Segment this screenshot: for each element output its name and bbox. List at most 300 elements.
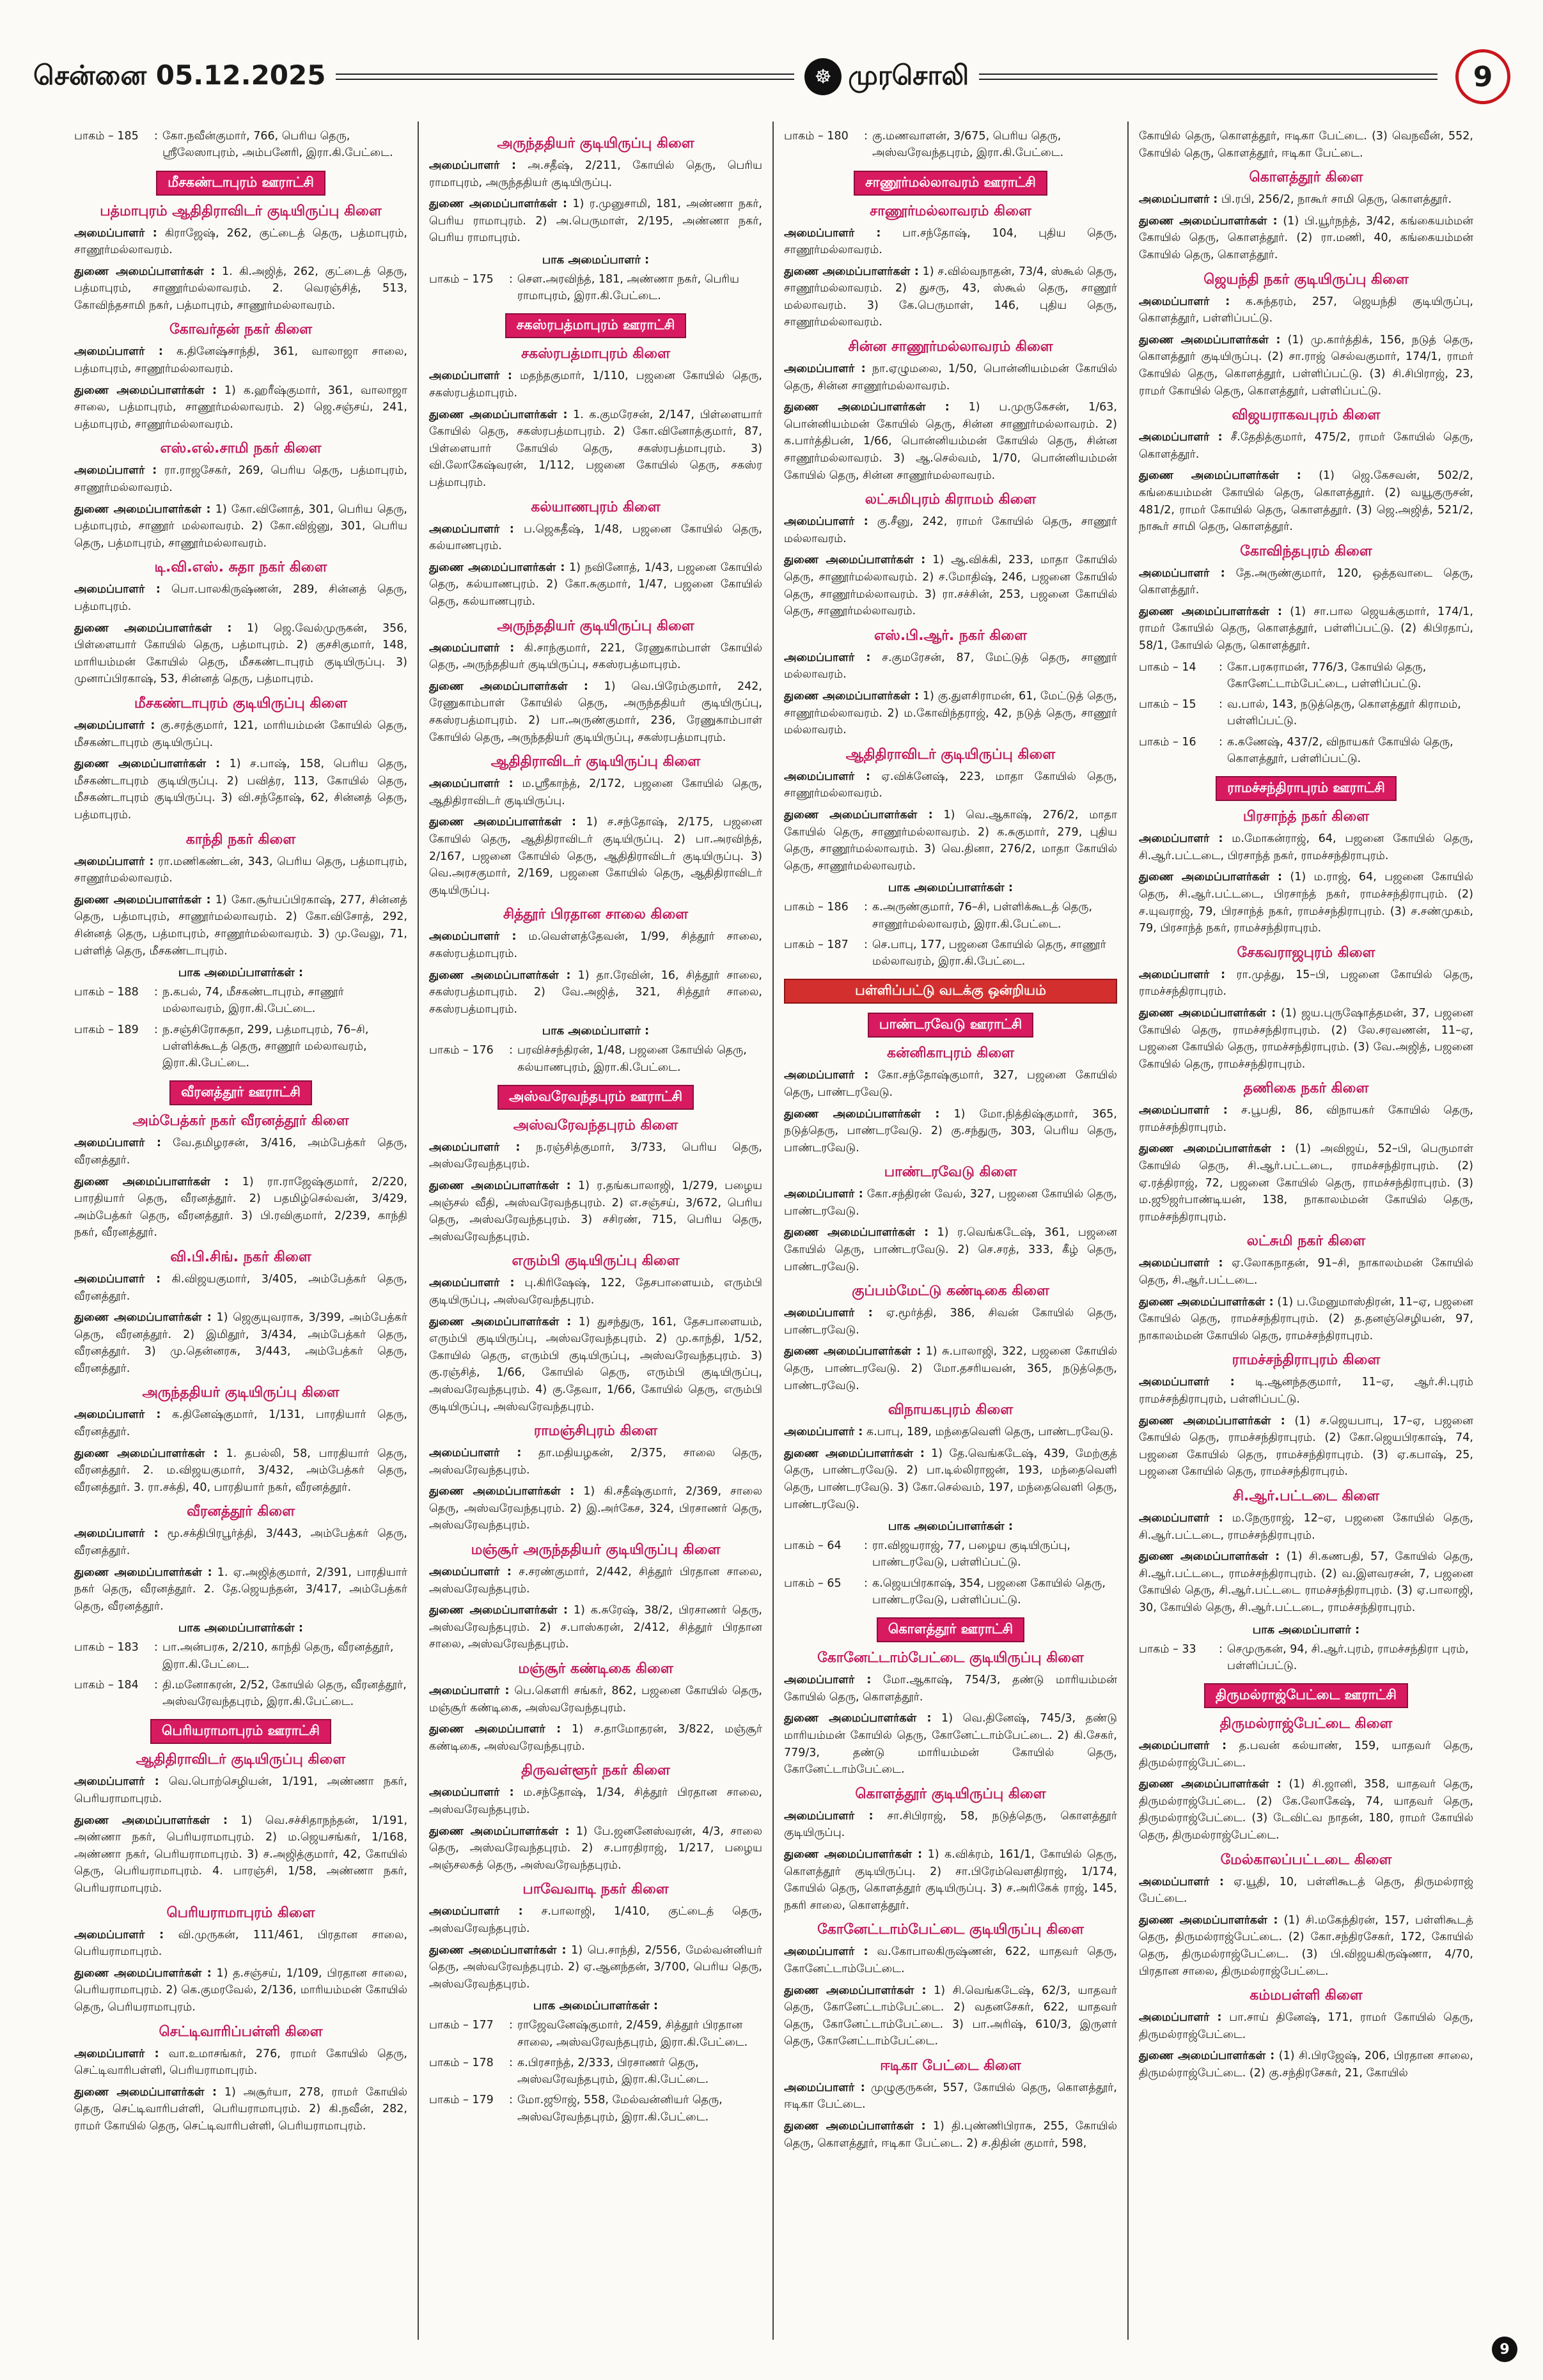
entry-details: 1) கு.துளசிராமன், 61, மேட்டுத் தெரு, சாணூர்மல்லாவரம். 2) ம.கோவிந்தராஜ், 42, நடுத் தெரு, சாணூர் மல்லாவரம்.: [784, 689, 1117, 737]
booth-details: ந.சஞ்சிரோசுதா, 299, பத்மாபுரம், 76–சி, பள்ளிக்கூடத் தெரு, சாணூர் மல்லாவரம், இரா.கி.பேட்டை.: [162, 1023, 369, 1070]
office-bearer-entry: [1139, 1140, 1473, 1225]
role-label: அமைப்பாளர் :: [1139, 431, 1223, 444]
entry-details: (1) ம.ராஜ், 64, பஜனை கோயில் தெரு, சி.ஆர்.பட்டடை, பிரசாந்த் நகர், ராமச்சந்திராபுரம். (2) ச.யுவராஜ், 79, பிரசாந்த் நகர், ராமச்சந்திராபுரம். (3) ச.சண்முகம், 79, பிரசாந்த் நகர், ராமச்சந்திராபுரம்.: [1139, 871, 1473, 935]
role-label: துணை அமைப்பாளர்கள் :: [74, 1447, 218, 1460]
role-label: அமைப்பாளர் :: [74, 583, 161, 596]
office-bearer-entry: [429, 814, 762, 899]
booth-number: பாகம் – 188: [74, 986, 139, 999]
entry-details: 1) கோ.வினோத், 301, பெரிய தெரு, பத்மாபுரம், சாணூர் மல்லாவரம். 2) கோ.விஜ்னு, 301, பெரிய தெரு, பத்மாபுரம், சாணூர்மல்லாவரம்.: [74, 502, 407, 550]
entry-details: 1) ச.தாமோதரன், 3/822, மஞ்சூர் கண்டிகை, அஸ்வரேவந்தபுரம்.: [429, 1723, 762, 1753]
office-bearer-entry: [1139, 1874, 1473, 1908]
branch-title: மீசகண்டாபுரம் குடியிருப்பு கிளை: [134, 695, 348, 712]
booth-colon: :: [509, 2094, 513, 2107]
role-label: அமைப்பாளர் :: [74, 1137, 161, 1150]
union-header: பள்ளிப்பட்டு வடக்கு ஒன்றியம்: [784, 979, 1117, 1004]
office-bearer-entry: [784, 552, 1117, 619]
office-bearer-entry: [429, 678, 762, 746]
role-label: துணை அமைப்பாளர்கள் :: [429, 198, 567, 211]
entry-details: 1) வெ.ஆகாஷ், 276/2, மாதா கோயில் தெரு, சாணூர்மல்லாவரம். 2) க.சுகுமார், 279, புதிய தெரு, சாணூர்மல்லாவரம். 3) வெ.தினா, 276/2, மாதா கோயில் தெரு, சாணூர்மல்லாவரம்.: [784, 808, 1117, 873]
role-label: துணை அமைப்பாளர்கள் :: [784, 1847, 923, 1861]
branch-title: டி.வி.எஸ். சுதா நகர் கிளை: [154, 559, 327, 576]
booth-colon: :: [864, 1576, 868, 1590]
office-bearer-entry: [1139, 2009, 1473, 2043]
entry-details: 1. ஏ.அஜித்குமார், 2/391, பாரதியார் நகர் தெரு, வீரனத்தூர். 2. தே.ஜெயந்தன், 3/417, அம்பேத்கர் தெரு, வீரனத்தூர்.: [74, 1566, 407, 1613]
office-bearer-entry: [429, 407, 762, 492]
office-bearer-entry: [74, 225, 407, 259]
booth-details: ரா.விஜயராஜ், 77, பழைய குடியிருப்பு, பாண்டரவேடு, பள்ளிப்பட்டு.: [872, 1539, 1070, 1569]
booth-number: பாகம் – 33: [1139, 1642, 1196, 1656]
office-bearer-entry: [74, 756, 407, 823]
branch-title: கோனேட்டாம்பேட்டை குடியிருப்பு கிளை: [817, 1922, 1084, 1938]
entry-details: 1) வெ.பிரேம்குமார், 242, ரேணுகாம்பாள் கோயில் தெரு, அருந்ததியர் குடியிருப்பு, சகஸ்ரபத்மாபுரம். 2) பா.அருண்குமார், 236, ரேணுகாம்பாள் கோயில் தெரு, அருந்ததியர் குடியிருப்பு, சகஸ்ரபத்மாபுரம்.: [429, 680, 762, 744]
role-label: துணை அமைப்பாளர்கள் :: [429, 1824, 570, 1838]
role-label: துணை அமைப்பாளர்கள் :: [1139, 214, 1278, 228]
office-bearer-entry: [1139, 967, 1473, 1000]
entry-details: 1) சி.வெங்கடேஷ், 62/3, யாதவர் தெரு, கோனேட்டாம்பேட்டை. 2) வதனசேகர், 622, யாதவர் தெரு, கோனேட்டாம்பேட்டை. 3) பா.அரிஷ், 610/3, இருளர் தெரு, கோனேட்டாம்பேட்டை.: [784, 1984, 1117, 2048]
entry-details: 1) பெ.சாந்தி, 2/556, மேல்வன்னியர் தெரு, அஸ்வரேவந்தபுரம். 2) ஏ.ஆனந்தன், 3/700, பெரிய தெரு, அஸ்வரேவந்தபுரம்.: [429, 1943, 762, 1991]
office-bearer-entry: [784, 688, 1117, 739]
entry-details: 1) ஜெ.வேல்முருகன், 356, பிள்ளையார் கோயில் தெரு, பத்மாபுரம். 2) குசசிகுமார், 148, மாரியம்மன் கோயில் தெரு, மீசகண்டாபுரம் குடியிருப்பு. 3) முனாப்பிரகாஷ், 53, சின்னத் தெரு, பத்மாபுரம்.: [74, 621, 407, 686]
entry-details: 1) த.சஞ்சய், 1/109, பிரதான சாலை, பெரியராமாபுரம். 2) கெ.குமரவேல், 2/136, மாரியம்மன் கோயில் தெரு, பெரியராமாபுரம்.: [74, 1966, 407, 2014]
office-bearer-entry: [74, 501, 407, 552]
office-bearer-entry: [429, 1903, 762, 1937]
entry-details: க.சுந்தரம், 257, ஜெயந்தி குடியிருப்பு, கொளத்தூர், பள்ளிப்பட்டு.: [1139, 295, 1473, 325]
role-label: அமைப்பாளர் :: [74, 345, 163, 359]
branch-title: லட்சுமி நகர் கிளை: [1246, 1233, 1366, 1250]
office-bearer-entry: [429, 775, 762, 809]
role-label: அமைப்பாளர் :: [784, 362, 866, 376]
role-label: துணை அமைப்பாளர்கள் :: [429, 408, 568, 421]
office-bearer-entry: [784, 361, 1117, 394]
booth-colon: :: [154, 1641, 158, 1654]
booth-number: பாகம் – 65: [784, 1576, 842, 1590]
branch-title: வீரனத்தூர் கிளை: [186, 1504, 295, 1520]
office-bearer-entry: [429, 157, 762, 191]
entry-details: நா.ஏழுமலை, 1/50, பொன்னியம்மன் கோயில் தெரு, சின்ன சாணூர்மல்லாவரம்.: [784, 362, 1117, 393]
entry-details: அ.சதீஷ், 2/211, கோயில் தெரு, பெரிய ராமாபுரம், அருந்ததியர் குடியிருப்பு.: [429, 159, 762, 189]
booth-entry: [784, 1537, 1117, 1571]
branch-title: சி.ஆர்.பட்டடை கிளை: [1232, 1488, 1380, 1504]
role-label: துணை அமைப்பாளர்கள் :: [784, 1345, 921, 1358]
office-bearer-entry: [74, 343, 407, 377]
branch-title: சின்ன சாணூர்மல்லாவரம் கிளை: [848, 339, 1053, 355]
role-label: துணை அமைப்பாளர்கள் :: [74, 502, 211, 516]
office-bearer-entry: [784, 1808, 1117, 1842]
article-columns: [64, 121, 1484, 2340]
role-label: துணை அமைப்பாளர்கள் :: [429, 968, 571, 982]
entry-details: கி.சாந்குமார், 221, ரேணுகாம்பாள் கோயில் தெரு, அருந்ததியர் குடியிருப்பு, சகஸ்ரபத்மாபுரம்.: [429, 641, 762, 672]
entry-details: வெ.பொற்செழியன், 1/191, அண்ணா நகர், பெரியராமாபுரம்.: [74, 1775, 407, 1805]
office-bearer-entry: [784, 2080, 1117, 2113]
role-label: துணை அமைப்பாளர்கள் :: [784, 554, 926, 567]
booth-entry: [784, 128, 1117, 162]
branch-title: கன்னிகாபுரம் கிளை: [886, 1045, 1015, 1062]
office-bearer-entry: [784, 768, 1117, 802]
booth-entry: [74, 984, 407, 1018]
booth-number: பாகம் – 176: [429, 1044, 494, 1057]
role-label: துணை அமைப்பாளர்கள் :: [784, 1984, 927, 1997]
role-label: அமைப்பாளர் :: [1139, 832, 1223, 846]
booth-entry: [74, 1677, 407, 1711]
entry-details: ஏ.விக்னேஷ், 223, மாதா கோயில் தெரு, சாணூர்மல்லாவரம்.: [784, 770, 1117, 800]
role-label: துணை அமைப்பாளர்கள் :: [74, 893, 211, 906]
entry-details: வா.உமாசங்கர், 276, ராமர் கோயில் தெரு, செட்டிவாரிபள்ளி, பெரியராமாபுரம்.: [74, 2047, 407, 2078]
entry-details: வ.கோபாலகிருஷ்ணன், 622, யாதவர் தெரு, கோனேட்டாம்பேட்டை.: [784, 1945, 1117, 1975]
role-label: துணை அமைப்பாளர்கள் :: [1139, 469, 1301, 483]
subheading: பாக அமைப்பாளர்கள் :: [888, 881, 1014, 895]
office-bearer-entry: [784, 1224, 1117, 1275]
office-bearer-entry: [429, 640, 762, 674]
booth-details: ராஜேவனேஷ்குமார், 2/459, சித்தூர் பிரதான சாலை, அஸ்வரேவந்தபுரம், இரா.கி.பேட்டை.: [517, 2019, 748, 2049]
booth-colon: :: [864, 938, 868, 951]
entry-details: ம.வெள்ளத்தேவன், 1/99, சித்தூர் சாலை, சகஸ்ரபத்மாபுரம்.: [429, 930, 762, 960]
booth-colon: :: [1219, 1642, 1223, 1656]
entry-details: ம.சந்தோஷ், 1/34, சித்தூர் பிரதான சாலை, அஸ்வரேவந்தபுரம்.: [429, 1786, 762, 1816]
role-label: துணை அமைப்பாளர்கள் :: [429, 680, 588, 693]
role-label: துணை அமைப்பாளர்கள் :: [784, 808, 933, 821]
office-bearer-entry: [74, 1271, 407, 1305]
entry-details: ச.குமரேசன், 87, மேட்டுத் தெரு, சாணூர் மல்லாவரம்.: [784, 651, 1117, 681]
branch-title: காந்தி நகர் கிளை: [185, 831, 296, 848]
entry-details: (1) சா.பால ஜெயக்குமார், 174/1, ராமர் கோயில் தெரு, கொளத்தூர், பள்ளிப்பட்டு. (2) கிபிரதாப், 58/1, கோயில் தெரு, கொளத்தூர்.: [1139, 605, 1473, 653]
branch-title: ஆதிதிராவிடர் குடியிருப்பு கிளை: [845, 746, 1056, 763]
entry-details: ரா.மணிகண்டன், 343, பெரிய தெரு, பத்மாபுரம், சாணூர்மல்லாவரம்.: [74, 855, 407, 885]
role-label: துணை அமைப்பாளர்கள் :: [1139, 1142, 1286, 1156]
booth-colon: :: [154, 1023, 158, 1036]
booth-entry: [1139, 734, 1473, 768]
role-label: அமைப்பாளர் :: [74, 719, 155, 732]
branch-title: எஸ்.பி.ஆர். நகர் கிளை: [874, 627, 1027, 644]
branch-title: வி.பி.சிங். நகர் கிளை: [170, 1248, 311, 1265]
booth-number: பாகம் – 177: [429, 2019, 494, 2032]
office-bearer-entry: [429, 1178, 762, 1245]
branch-title: கோவர்தன் நகர் கிளை: [169, 322, 313, 338]
subheading: பாக அமைப்பாளர் :: [1252, 1622, 1360, 1637]
office-bearer-entry: [784, 1186, 1117, 1220]
booth-number: பாகம் – 187: [784, 938, 849, 951]
booth-details: கு.மணவாளன், 3/675, பெரிய தெரு, அஸ்வரேவந்தபுரம், இரா.கி.பேட்டை.: [872, 130, 1064, 160]
entry-details: 1. க.குமரேசன், 2/147, பிள்ளையார் கோயில் தெரு, சகஸ்ரபத்மாபுரம். 2) கோ.வினோத்குமார், 87, பிள்ளையார் கோயில் தெரு, சகஸ்ரபத்மாபுரம். 3) வி.லோகேஷ்வரன், 1/112, பஜனை கோயில் தெரு, சகஸ்ர பத்மாபுரம்.: [429, 408, 762, 490]
entry-details: ரா.ராஜசேகர், 269, பெரிய தெரு, பத்மாபுரம், சாணூர்மல்லாவரம்.: [74, 464, 407, 495]
booth-details: பரவிச்சந்திரன், 1/48, பஜனை கோயில் தெரு, கல்யாணபுரம், இரா.கி.பேட்டை.: [517, 1044, 747, 1074]
booth-number: பாகம் – 64: [784, 1539, 842, 1553]
booth-entry: [1139, 659, 1473, 693]
role-label: துணை அமைப்பாளர்கள் :: [1139, 1295, 1274, 1309]
role-label: துணை அமைப்பாளர்கள் :: [1139, 871, 1283, 884]
role-label: துணை அமைப்பாளர்கள் :: [1139, 605, 1282, 618]
branch-title: ராமச்சந்திராபுரம் கிளை: [1232, 1352, 1381, 1369]
office-bearer-entry: [74, 1525, 407, 1559]
role-label: துணை அமைப்பாளர்கள் :: [1139, 333, 1281, 346]
booth-details: க.பிரசாந்த், 2/333, பிரசாணர் தெரு, அஸ்வரேவந்தபுரம், இரா.கி.பேட்டை.: [517, 2056, 709, 2087]
entry-details: தே.அருண்குமார், 120, ஒத்தவாடை தெரு, கொளத்தூர்.: [1139, 566, 1473, 597]
entry-details: பெ.கௌரி சங்கர், 862, பஜனை கோயில் தெரு, மஞ்சூர் கண்டிகை, அஸ்வரேவந்தபுரம்.: [429, 1684, 762, 1715]
office-bearer-entry: [1139, 1102, 1473, 1136]
entry-details: க.தினேஷ்குமார், 1/131, பாரதியார் தெரு, வீரனத்தூர்.: [74, 1408, 407, 1439]
branch-title: பாண்டரவேடு கிளை: [884, 1164, 1017, 1181]
office-bearer-entry: [1139, 1413, 1473, 1481]
booth-entry: [1139, 1641, 1473, 1675]
entry-details: மதந்தகுமார், 1/110, பஜனை கோயில் தெரு, சகஸ்ரபத்மாபுரம்.: [429, 369, 762, 400]
column-3: [774, 121, 1129, 2340]
office-bearer-entry: [74, 263, 407, 315]
office-bearer-entry: [429, 928, 762, 962]
column-1: [64, 121, 419, 2340]
subheading: பாக அமைப்பாளர்கள் :: [178, 966, 304, 980]
role-label: அமைப்பாளர் :: [429, 1684, 510, 1698]
role-label: அமைப்பாளர் :: [74, 1408, 161, 1422]
branch-title: ராமஞ்சிபுரம் கிளை: [533, 1423, 658, 1440]
entry-details: கிராஜேஷ், 262, குட்டைத் தெரு, பத்மாபுரம், சாணூர்மல்லாவரம்.: [74, 226, 407, 257]
booth-number: பாகம் – 189: [74, 1023, 139, 1036]
office-bearer-entry: [74, 1965, 407, 2016]
entry-details: பா.சந்தோஷ், 104, புதிய தெரு, சாணூர்மல்லாவரம்.: [784, 226, 1117, 257]
role-label: துணை அமைப்பாளர்கள் :: [1139, 1414, 1285, 1427]
role-label: துணை அமைப்பாளர்கள் :: [429, 1943, 567, 1957]
office-bearer-entry: [784, 1106, 1117, 1157]
office-bearer-entry: [429, 1314, 762, 1416]
role-label: துணை அமைப்பாளர்கள் :: [74, 1311, 212, 1325]
office-bearer-entry: [1139, 213, 1473, 264]
branch-title: ஆதிதிராவிடர் குடியிருப்பு கிளை: [136, 1752, 346, 1768]
entry-details: 1) ச.வில்வநாதன், 73/4, ஸ்கூல் தெரு, சாணூர்மல்லாவரம். 2) துசரு, 43, ஸ்கூல் தெரு, சாணூர் மல்லாவரம். 3) கே.பெருமாள், 146, புதிய தெரு, சாணூர்மல்லாவரம்.: [784, 265, 1117, 329]
booth-colon: :: [864, 901, 868, 914]
entry-details: ச.சரண்குமார், 2/442, சித்தூர் பிரதான சாலை, அஸ்வரேவந்தபுரம்.: [429, 1566, 762, 1596]
role-label: துணை அமைப்பாளர்கள் :: [74, 1175, 229, 1188]
branch-title: எரும்பி குடியிருப்பு கிளை: [512, 1253, 680, 1270]
office-bearer-entry: [429, 967, 762, 1018]
entry-details: 1) ச.சந்தோஷ், 2/175, பஜனை கோயில் தெரு, ஆதிதிராவிடர் குடியிருப்பு. 2) பா.அரவிந்த், 2/167, பஜனை கோயில் தெரு, ஆதிதிராவிடர் குடியிருப்பு. 3) வெ.அரசகுமார், 2/169, பஜனை கோயில் தெரு, ஆதிதிராவிடர் குடியிருப்பு.: [429, 816, 762, 897]
entry-details: ம.ஸ்ரீகாந்த், 2/172, பஜனை கோயில் தெரு, ஆதிதிராவிடர் குடியிருப்பு.: [429, 777, 762, 807]
footer-page-number: 9: [1492, 2337, 1517, 2362]
entry-details: பொ.பாலகிருஷ்ணன், 289, சின்னத் தெரு, பத்மாபுரம்.: [74, 583, 407, 613]
role-label: துணை அமைப்பாளர்கள் :: [74, 1814, 228, 1827]
entry-details: கோயில் தெரு, கொளத்தூர், ஈடிகா பேட்டை. (3) வெநவீன், 552, கோயில் தெரு, கொளத்தூர், ஈடிகா பேட்டை.: [1139, 130, 1473, 160]
role-label: அமைப்பாளர் :: [1139, 1875, 1224, 1888]
booth-colon: :: [509, 2019, 513, 2032]
booth-number: பாகம் – 14: [1139, 660, 1196, 674]
office-bearer-entry: [429, 1445, 762, 1479]
office-bearer-entry: [1139, 1374, 1473, 1408]
entry-details: 1) அசூர்யா, 278, ராமர் கோயில் தெரு, செட்டிவாரிபள்ளி, பெரியராமாபுரம். 2) கி.நவீன், 282, ராமர் கோயில் தெரு, செட்டிவாரிபள்ளி, பெரியராமாபுரம்.: [74, 2085, 407, 2133]
office-bearer-entry: [1139, 603, 1473, 655]
booth-details: க.ஜெயபிரகாஷ், 354, பஜனை கோயில் தெரு, பாண்டரவேடு, பள்ளிப்பட்டு.: [872, 1576, 1106, 1606]
office-bearer-entry: [74, 620, 407, 688]
branch-title: எஸ்.எல்.சாமி நகர் கிளை: [160, 440, 322, 457]
role-label: துணை அமைப்பாளர்கள் :: [74, 621, 232, 635]
entry-details: த.பவன் கல்யாண், 159, யாதவர் தெரு, திருமல்ராஜ்பேட்டை.: [1139, 1739, 1473, 1769]
branch-title: பிரசாந்த் நகர் கிளை: [1242, 809, 1370, 825]
branch-title: ஜெயந்தி நகர் குடியிருப்பு கிளை: [1203, 271, 1409, 288]
office-bearer-entry: [1139, 565, 1473, 599]
branch-title: அருந்ததியர் குடியிருப்பு கிளை: [497, 136, 694, 152]
masthead: [33, 45, 1510, 109]
office-bearer-entry: [429, 521, 762, 555]
entry-details: ம.நேருராஜ், 12–ஏ, பஜனை கோயில் தெரு, சி.ஆர்.பட்டடை, ராமச்சந்திராபுரம்.: [1139, 1511, 1473, 1542]
office-bearer-entry: [784, 1982, 1117, 2050]
branch-title: அருந்ததியர் குடியிருப்பு கிளை: [497, 618, 694, 634]
subheading: பாக அமைப்பாளர்கள் :: [178, 1621, 304, 1635]
role-label: அமைப்பாளர் :: [429, 1277, 515, 1290]
booth-colon: :: [509, 1044, 513, 1057]
role-label: துணை அமைப்பாளர்கள் :: [74, 1566, 212, 1579]
office-bearer-entry: [74, 1135, 407, 1169]
role-label: அமைப்பாளர் :: [429, 159, 517, 172]
role-label: அமைப்பாளர் :: [74, 855, 154, 868]
booth-colon: :: [1219, 698, 1223, 712]
branch-title: செட்டிவாரிப்பள்ளி கிளை: [159, 2023, 323, 2040]
role-label: துணை அமைப்பாளர்கள் :: [784, 689, 920, 703]
role-label: துணை அமைப்பாளர்கள் :: [784, 2120, 926, 2133]
booth-number: பாகம் – 186: [784, 901, 849, 914]
office-bearer-entry: [429, 1721, 762, 1755]
role-label: அமைப்பாளர் :: [74, 464, 157, 478]
role-label: அமைப்பாளர் :: [429, 641, 515, 655]
entry-details: கு.சரத்குமார், 121, மாரியம்மன் கோயில் தெரு, மீசகண்டாபுரம் குடியிருப்பு.: [74, 719, 407, 749]
entry-details: சா.சிபிராஜ், 58, நடுத்தெரு, கொளத்தூர் குடியிருப்பு.: [784, 1809, 1117, 1840]
paper-title-group: [804, 58, 969, 95]
panchayat-header: சகஸ்ரபத்மாபுரம் ஊராட்சி: [505, 313, 687, 338]
role-label: அமைப்பாளர் :: [429, 522, 514, 536]
office-bearer-entry: [74, 892, 407, 960]
entry-details: 1) வெ.தினேஷ், 745/3, தண்டு மாரியம்மன் கோயில் தெரு, கோனேட்டாம்பேட்டை. 2) கி.சேகர், 779/3, தண்டு மாரியம்மன் கோயில் தெரு, கோனேட்டாம்பேட்டை.: [784, 1712, 1117, 1777]
office-bearer-entry: [1139, 1912, 1473, 1980]
entry-details: (1) ஜய.புருஷோத்தமன், 37, பஜனை கோயில் தெரு, ராமச்சந்திராபுரம். (2) லே.சரவணன், 11–ஏ, பஜனை கோயில் தெரு, ராமச்சந்திராபுரம். (3) வே.அஜித், பஜனை கோயில் தெரு, ராமச்சந்திராபுரம்.: [1139, 1006, 1473, 1071]
office-bearer-entry: [784, 1846, 1117, 1914]
role-label: அமைப்பாளர் :: [1139, 1257, 1223, 1270]
office-bearer-entry: [74, 1927, 407, 1961]
office-bearer-entry: [429, 1942, 762, 1993]
entry-details: பா.சாய் தினேஷ், 171, ராமர் கோயில் தெரு, திருமல்ராஜ்பேட்டை.: [1139, 2011, 1473, 2041]
entry-details: (1) ப.மேனுமாஸ்திரன், 11–ஏ, பஜனை கோயில் தெரு, ராமச்சந்திராபுரம். (2) த.தனஞ்செழியன், 97, நாகாலம்மன் கோயில் தெரு, ராமச்சந்திராபுரம்.: [1139, 1295, 1473, 1342]
office-bearer-entry: [429, 1564, 762, 1598]
entry-details: க.தினேஷ்சாந்தி, 361, வாலாஜா சாலை, பத்மாபுரம், சாணூர்மல்லாவரம்.: [74, 345, 407, 376]
branch-title: அருந்ததியர் குடியிருப்பு கிளை: [142, 1385, 340, 1401]
entry-details: 1) தா.ரேவின், 16, சித்தூர் சாலை, சகஸ்ரபத்மாபுரம். 2) வே.அஜித், 321, சித்தூர் சாலை, சகஸ்ரபத்மாபுரம்.: [429, 968, 762, 1016]
booth-details: தி.மனோகரன், 2/52, கோயில் தெரு, வீரனத்தூர், அஸ்வரேவந்தபுரம், இரா.கி.பேட்டை.: [162, 1678, 407, 1709]
office-bearer-entry: [784, 263, 1117, 331]
paper-name: முரசொலி: [848, 59, 969, 91]
column-2: [419, 121, 774, 2340]
role-label: அமைப்பாளர் :: [784, 651, 871, 664]
entry-details: 1) ர.வெங்கடேஷ், 361, பஜனை கோயில் தெரு, பாண்டரவேடு. 2) செ.சரத், 333, கீழ் தெரு, பாண்டரவேடு.: [784, 1226, 1117, 1273]
entry-details: 1) க.சுரேஷ், 38/2, பிரசாணர் தெரு, அஸ்வரேவந்தபுரம். 2) ச.பாஸ்கரன், 2/412, சித்தூர் பிரதான சாலை, அஸ்வரேவந்தபுரம்.: [429, 1604, 762, 1651]
role-label: அமைப்பாளர் :: [74, 1928, 164, 1941]
role-label: துணை அமைப்பாளர்கள் :: [1139, 1913, 1278, 1927]
office-bearer-entry: [784, 1710, 1117, 1778]
entry-details: ரா.முத்து, 15–பி, பஜனை கோயில் தெரு, ராமச்சந்திராபுரம்.: [1139, 968, 1473, 999]
branch-title: கம்மபள்ளி கிளை: [1249, 1987, 1363, 2004]
entry-details: (1) ஜெ.கேசவன், 502/2, கங்கையம்மன் கோயில் தெரு, கொளத்தூர். (2) வயூகுருசன், 481/2, ராமர் கோயில் தெரு, கொளத்தூர். (3) ஜெ.அஜித், 521/2, நாகூர் சாமி தெரு, கொளத்தூர்.: [1139, 469, 1473, 534]
entry-details: ப.ஜெகதீஷ், 1/48, பஜனை கோயில் தெரு, கல்யாணபுரம்.: [429, 522, 762, 553]
office-bearer-entry: [74, 2084, 407, 2135]
branch-title: அஸ்வரேவந்தபுரம் கிளை: [513, 1117, 678, 1133]
office-bearer-entry: [429, 1483, 762, 1534]
office-bearer-entry: [74, 1174, 407, 1241]
branch-title: சேகவராஜபுரம் கிளை: [1237, 944, 1375, 961]
booth-number: பாகம் – 184: [74, 1678, 139, 1692]
entry-details: ம.மோகன்ராஜ், 64, பஜனை கோயில் தெரு, சி.ஆர்.பட்டடை, பிரசாந்த் நகர், ராமச்சந்திராபுரம்.: [1139, 832, 1473, 862]
booth-number: பாகம் – 185: [74, 130, 139, 143]
booth-details: மோ.ஜூாஜ், 558, மேல்வன்னியர் தெரு, அஸ்வரேவந்தபுரம், இரா.கி.பேட்டை.: [517, 2094, 723, 2124]
office-bearer-entry: [784, 1424, 1117, 1441]
office-bearer-entry: [74, 382, 407, 433]
office-bearer-entry: [74, 2046, 407, 2080]
office-bearer-entry: [74, 853, 407, 887]
role-label: அமைப்பாளர் :: [74, 1775, 159, 1789]
role-label: அமைப்பாளர் :: [429, 1140, 521, 1154]
role-label: துணை அமைப்பாளர்கள் :: [1139, 1550, 1280, 1564]
role-label: அமைப்பாளர் :: [429, 930, 517, 944]
role-label: துணை அமைப்பாளர்கள் :: [1139, 2049, 1275, 2063]
branch-title: பாவேவாடி நகர் கிளை: [522, 1881, 669, 1898]
booth-details: செமுருகன், 94, சி.ஆர்.புரம், ராமச்சந்திரா புரம், பள்ளிப்பட்டு.: [1227, 1642, 1469, 1672]
office-bearer-entry: [1139, 467, 1473, 535]
branch-title: விநாயகபுரம் கிளை: [888, 1402, 1014, 1419]
role-label: துணை அமைப்பாளர்கள் :: [74, 2085, 217, 2099]
role-label: துணை அமைப்பாளர்கள் :: [784, 1226, 929, 1240]
booth-colon: :: [1219, 660, 1223, 674]
panchayat-header: அஸ்வரேவந்தபுரம் ஊராட்சி: [497, 1085, 694, 1110]
office-bearer-entry: [1139, 1294, 1473, 1345]
role-label: அமைப்பாளர் :: [1139, 1376, 1235, 1389]
subheading: பாக அமைப்பாளர்கள் :: [533, 1999, 659, 2013]
office-bearer-entry: [429, 1139, 762, 1173]
panchayat-header: பெரியராமாபுரம் ஊராட்சி: [150, 1719, 331, 1744]
entry-details: மூ.சக்திபிரபூர்த்தி, 3/443, அம்பேத்கர் தெரு, வீரனத்தூர்.: [74, 1527, 407, 1558]
branch-title: அம்பேத்கர் நகர் வீரனத்தூர் கிளை: [132, 1113, 349, 1130]
role-label: அமைப்பாளர் :: [1139, 295, 1230, 308]
branch-title: குப்பம்மேட்டு கண்டிகை கிளை: [852, 1283, 1049, 1300]
entry-details: ஏ.யூதி, 10, பள்ளிகூடத் தெரு, திருமல்ராஜ் பேட்டை.: [1139, 1875, 1473, 1906]
office-bearer-entry: [74, 581, 407, 615]
entry-details: 1) தி.புண்ணிபிராசு, 255, கோயில் தெரு, கொளத்தூர், ஈடிகா பேட்டை. 2) ச.திதின் குமார், 598,: [784, 2120, 1117, 2150]
booth-entry: [429, 2017, 762, 2051]
entry-details: 1) வெ.சச்சிதாநந்தன், 1/191, அண்ணா நகர், பெரியராமாபுரம். 2) ம.ஜெயசங்கர், 1/168, அண்ணா நகர், பெரியராமாபுரம். 3) ச.அஜித்குமார், 42, கோயில் தெரு, பெரியராமாபுரம். 4. பாரஞ்சி, 1/58, அண்ணா நகர், பெரியராமாபுரம்.: [74, 1814, 408, 1895]
entry-details: 1) நவினோத், 1/43, பஜனை கோயில் தெரு, கல்யாணபுரம். 2) கோ.சுகுமார், 1/47, பஜனை கோயில் தெரு, கல்யாணபுரம்.: [429, 561, 762, 608]
role-label: அமைப்பாளர் :: [1139, 1739, 1227, 1753]
branch-title: சகஸ்ரபத்மாபுரம் கிளை: [521, 346, 670, 362]
office-bearer-entry: [784, 1305, 1117, 1339]
role-label: அமைப்பாளர் :: [429, 1905, 523, 1918]
office-bearer-entry: [74, 1445, 407, 1497]
booth-colon: :: [509, 2056, 513, 2069]
booth-entry: [429, 2055, 762, 2088]
entry-details: 1) ப.முருகேசன், 1/63, பொன்னியம்மன் கோயில் தெரு, சின்ன சாணூர்மல்லாவரம். 2) க.பார்த்திபன், 1/66, பொன்னியம்மன் கோயில் தெரு, சின்ன சாணூர்மல்லாவரம். 3) ஆ.செல்வம், 1/70, பொன்னியம்மன் கோயில் தெரு, சின்ன சாணூர்மல்லாவரம்.: [784, 401, 1117, 482]
entry-details: (1) சி.மகேந்திரன், 157, பள்ளிகூடத் தெரு, திருமல்ராஜ்பேட்டை. (2) கோ.சந்திரசேகர், 172, கோயில் தெரு, திருமல்ராஜ்பேட்டை. (3) பி.விஜயகிருஷ்ணா, 4/70, பிரதான சாலை, திருமல்ராஜ்பேட்டை.: [1139, 1913, 1473, 1978]
booth-entry: [74, 1022, 407, 1072]
entry-details: 1) க.விக்ரம், 161/1, கோயில் தெரு, கொளத்தூர் குடியிருப்பு. 2) சா.பிரேம்வெளதிராஜ், 1/174, கோயில் தெரு, கொளத்தூர் குடியிருப்பு. 3) ச.அரிகேக் ராஜ், 145, நகரி சாலை, கொளத்தூர்.: [784, 1847, 1117, 1912]
branch-title: கல்யாணபுரம் கிளை: [531, 499, 661, 515]
booth-entry: [1139, 696, 1473, 730]
office-bearer-entry: [74, 1309, 407, 1377]
role-label: துணை அமைப்பாளர் :: [429, 1723, 561, 1736]
entry-details: ஏ.மூர்த்தி, 386, சிவன் கோயில் தெரு, பாண்டரவேடு.: [784, 1307, 1117, 1337]
entry-details: ச.பாலாஜி, 1/410, குட்டைத் தெரு, அஸ்வரேவந்தபுரம்.: [429, 1905, 762, 1935]
role-label: அமைப்பாளர் :: [1139, 2011, 1222, 2025]
entry-details: 1) தே.வெங்கடேஷ், 439, மேற்குத் தெரு, பாண்டரவேடு. 2) பா.டில்லிராஜன், 193, மந்தைவெளி தெரு, பாண்டரவேடு. 3) கோ.செல்வம், 197, மந்தைவெளி தெரு, பாண்டரவேடு.: [784, 1447, 1117, 1511]
role-label: துணை அமைப்பாளர்கள் :: [429, 1315, 572, 1328]
entry-details: 1) கி.சதீஷ்குமார், 2/369, சாலை தெரு, அஸ்வரேவந்தபுரம். 2) இ.அர்கேச, 324, பிரசாணர் தெரு, அஸ்வரேவந்தபுரம்.: [429, 1485, 762, 1532]
office-bearer-entry: [1139, 830, 1473, 864]
entry-details: 1) மோ.நித்திஷ்குமார், 365, நடுத்தெரு, பாண்டரவேடு. 2) கு.சந்துரு, 303, பெரிய தெரு, பாண்டரவேடு.: [784, 1107, 1117, 1155]
office-bearer-entry: [784, 2118, 1117, 2152]
office-bearer-entry: [1139, 1255, 1473, 1289]
office-bearer-entry: [1139, 1548, 1473, 1616]
office-bearer-entry: [784, 399, 1117, 484]
entry-details: 1) துசந்துரு, 161, தேசபாளையம், எரும்பி குடியிருப்பு, அஸ்வரேவந்தபுரம். 2) மு.காந்தி, 1/52, கோயில் தெரு, எரும்பி குடியிருப்பு, அஸ்வரேவந்தபுரம். 3) கு.ரஞ்சித், 1/66, கோயில் தெரு, எரும்பி குடியிருப்பு, அஸ்வரேவந்தபுரம். 4) கு.தேவா, 1/66, கோயில் தெரு, எரும்பி குடியிருப்பு, அஸ்வரேவந்தபுரம்.: [429, 1315, 762, 1413]
role-label: அமைப்பாளர் :: [429, 369, 512, 383]
